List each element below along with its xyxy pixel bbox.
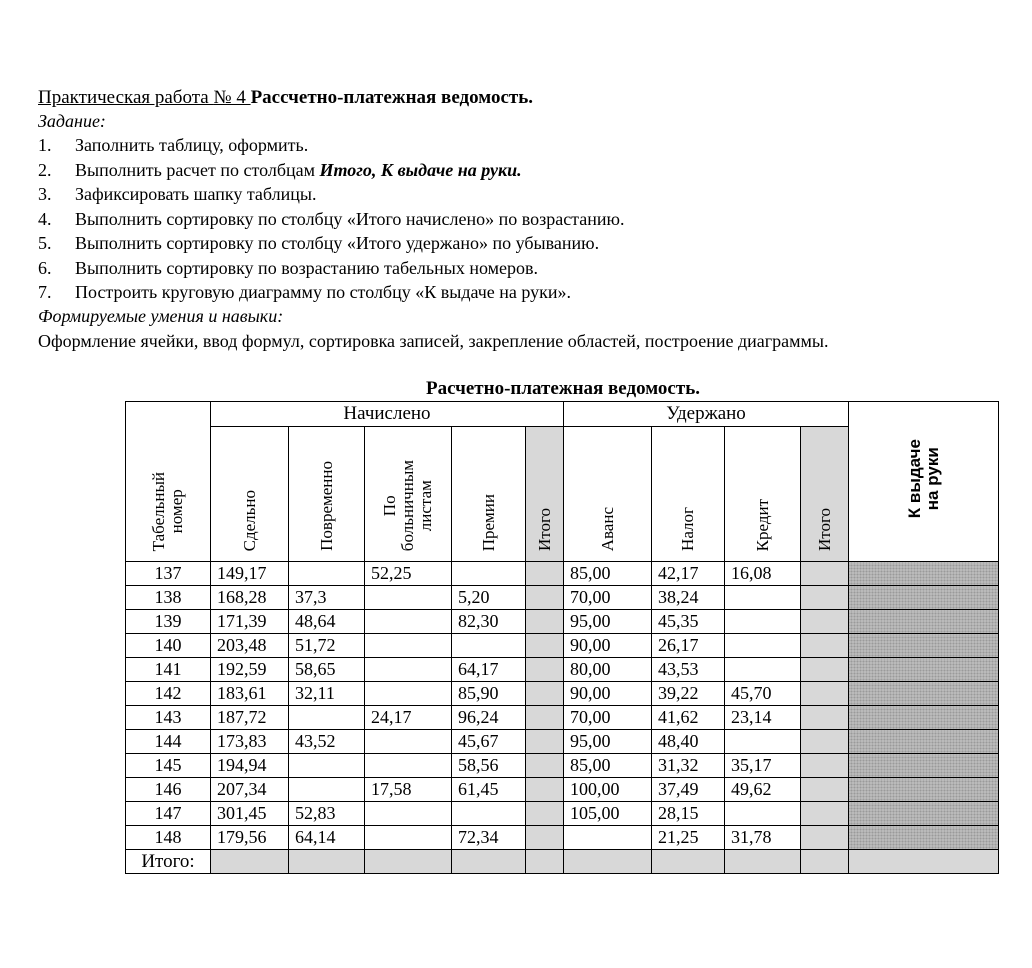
cell-time: 37,3 bbox=[289, 586, 365, 610]
task-text bbox=[75, 182, 316, 207]
cell-bonus: 61,45 bbox=[452, 778, 526, 802]
header-sick-label: По больничным листам bbox=[380, 459, 435, 551]
cell-sick bbox=[365, 634, 452, 658]
totals-label: Итого: bbox=[126, 850, 211, 874]
task-item bbox=[38, 182, 998, 207]
cell-credit bbox=[725, 730, 801, 754]
header-withheld-group: Удержано bbox=[564, 402, 849, 427]
payroll-table bbox=[125, 401, 999, 874]
cell-advance: 90,00 bbox=[564, 682, 652, 706]
task-number: 6. bbox=[38, 257, 52, 278]
cell-advance: 70,00 bbox=[564, 706, 652, 730]
cell-sick bbox=[365, 826, 452, 850]
cell-time bbox=[289, 706, 365, 730]
document-body bbox=[38, 86, 998, 354]
header-time bbox=[289, 427, 365, 562]
cell-payout bbox=[849, 706, 999, 730]
header-advance bbox=[564, 427, 652, 562]
totals-cell bbox=[211, 850, 289, 874]
task-number: 3. bbox=[38, 184, 52, 204]
cell-piece: 187,72 bbox=[211, 706, 289, 730]
task-text-main: Выполнить сортировку по возрастанию табельных номеров. bbox=[75, 257, 539, 278]
cell-credit bbox=[725, 586, 801, 610]
cell-credit bbox=[725, 610, 801, 634]
cell-tax: 26,17 bbox=[652, 634, 725, 658]
cell-piece: 194,94 bbox=[211, 754, 289, 778]
cell-tax: 48,40 bbox=[652, 730, 725, 754]
task-item bbox=[38, 133, 998, 158]
totals-cell bbox=[801, 850, 849, 874]
title-prefix: Практическая работа bbox=[38, 87, 214, 108]
cell-payout bbox=[849, 562, 999, 586]
page-title bbox=[38, 86, 998, 110]
cell-time: 48,64 bbox=[289, 610, 365, 634]
header-withheld-total-label: Итого bbox=[814, 507, 834, 551]
cell-piece: 179,56 bbox=[211, 826, 289, 850]
cell-payout bbox=[849, 658, 999, 682]
totals-cell bbox=[526, 850, 564, 874]
cell-accrued-total bbox=[526, 586, 564, 610]
header-bonus bbox=[452, 427, 526, 562]
task-text bbox=[75, 256, 538, 281]
cell-bonus: 96,24 bbox=[452, 706, 526, 730]
table-row bbox=[126, 562, 999, 586]
totals-cell bbox=[849, 850, 999, 874]
cell-accrued-total bbox=[526, 754, 564, 778]
cell-tab-number: 142 bbox=[126, 682, 211, 706]
cell-payout bbox=[849, 826, 999, 850]
cell-sick: 24,17 bbox=[365, 706, 452, 730]
table-row bbox=[126, 634, 999, 658]
title-number: № 4 bbox=[213, 87, 251, 108]
cell-tab-number: 148 bbox=[126, 826, 211, 850]
table-body bbox=[126, 562, 999, 850]
header-accrued-total-label: Итого bbox=[534, 507, 554, 551]
cell-piece: 149,17 bbox=[211, 562, 289, 586]
cell-withheld-total bbox=[801, 610, 849, 634]
header-tab-number bbox=[126, 402, 211, 562]
totals-row bbox=[126, 850, 999, 874]
task-number: 1. bbox=[38, 135, 52, 155]
cell-tax: 28,15 bbox=[652, 802, 725, 826]
cell-withheld-total bbox=[801, 682, 849, 706]
cell-time: 32,11 bbox=[289, 682, 365, 706]
task-item bbox=[38, 231, 998, 256]
header-bonus-label: Премии bbox=[478, 493, 498, 551]
header-payout-label: К выдаче на руки bbox=[904, 438, 942, 519]
task-text bbox=[75, 207, 624, 232]
cell-sick bbox=[365, 658, 452, 682]
cell-tax: 38,24 bbox=[652, 586, 725, 610]
header-advance-label: Аванс bbox=[597, 506, 617, 551]
cell-payout bbox=[849, 754, 999, 778]
header-accrued-group: Начислено bbox=[211, 402, 564, 427]
cell-withheld-total bbox=[801, 778, 849, 802]
cell-piece: 301,45 bbox=[211, 802, 289, 826]
table-row bbox=[126, 586, 999, 610]
cell-tab-number: 137 bbox=[126, 562, 211, 586]
cell-payout bbox=[849, 778, 999, 802]
cell-withheld-total bbox=[801, 706, 849, 730]
cell-sick: 17,58 bbox=[365, 778, 452, 802]
cell-accrued-total bbox=[526, 562, 564, 586]
cell-piece: 173,83 bbox=[211, 730, 289, 754]
cell-credit: 16,08 bbox=[725, 562, 801, 586]
cell-bonus: 58,56 bbox=[452, 754, 526, 778]
cell-bonus: 45,67 bbox=[452, 730, 526, 754]
cell-advance: 100,00 bbox=[564, 778, 652, 802]
header-accrued-total bbox=[526, 427, 564, 562]
cell-tab-number: 138 bbox=[126, 586, 211, 610]
cell-payout bbox=[849, 730, 999, 754]
cell-payout bbox=[849, 610, 999, 634]
cell-withheld-total bbox=[801, 826, 849, 850]
task-text-emphasis: Итого, К выдаче на руки. bbox=[319, 159, 522, 180]
task-item bbox=[38, 256, 998, 281]
cell-bonus: 85,90 bbox=[452, 682, 526, 706]
table-row bbox=[126, 826, 999, 850]
task-list bbox=[38, 133, 998, 305]
table-row bbox=[126, 706, 999, 730]
cell-tax: 45,35 bbox=[652, 610, 725, 634]
cell-withheld-total bbox=[801, 802, 849, 826]
cell-sick bbox=[365, 610, 452, 634]
task-text bbox=[75, 280, 571, 305]
cell-time bbox=[289, 754, 365, 778]
cell-accrued-total bbox=[526, 658, 564, 682]
cell-time: 51,72 bbox=[289, 634, 365, 658]
cell-payout bbox=[849, 586, 999, 610]
cell-piece: 207,34 bbox=[211, 778, 289, 802]
cell-tax: 39,22 bbox=[652, 682, 725, 706]
cell-piece: 203,48 bbox=[211, 634, 289, 658]
cell-time bbox=[289, 778, 365, 802]
cell-payout bbox=[849, 634, 999, 658]
cell-sick bbox=[365, 802, 452, 826]
totals-cell bbox=[289, 850, 365, 874]
cell-withheld-total bbox=[801, 562, 849, 586]
cell-tab-number: 146 bbox=[126, 778, 211, 802]
cell-tax: 42,17 bbox=[652, 562, 725, 586]
cell-piece: 168,28 bbox=[211, 586, 289, 610]
header-tax bbox=[652, 427, 725, 562]
cell-advance bbox=[564, 826, 652, 850]
task-text bbox=[75, 231, 599, 256]
cell-credit: 45,70 bbox=[725, 682, 801, 706]
cell-sick: 52,25 bbox=[365, 562, 452, 586]
cell-advance: 80,00 bbox=[564, 658, 652, 682]
cell-advance: 85,00 bbox=[564, 562, 652, 586]
cell-credit: 31,78 bbox=[725, 826, 801, 850]
cell-accrued-total bbox=[526, 634, 564, 658]
cell-tab-number: 139 bbox=[126, 610, 211, 634]
totals-cell bbox=[365, 850, 452, 874]
header-withheld-total bbox=[801, 427, 849, 562]
table-row bbox=[126, 658, 999, 682]
cell-bonus: 5,20 bbox=[452, 586, 526, 610]
cell-advance: 95,00 bbox=[564, 610, 652, 634]
cell-withheld-total bbox=[801, 634, 849, 658]
skills-text: Оформление ячейки, ввод формул, сортировка записей, закрепление областей, построение диаграммы. bbox=[38, 330, 829, 351]
cell-accrued-total bbox=[526, 682, 564, 706]
cell-credit: 23,14 bbox=[725, 706, 801, 730]
task-item bbox=[38, 207, 998, 232]
cell-tax: 31,32 bbox=[652, 754, 725, 778]
cell-credit bbox=[725, 634, 801, 658]
task-item bbox=[38, 158, 998, 183]
header-tax-label: Налог bbox=[678, 507, 697, 551]
cell-piece: 171,39 bbox=[211, 610, 289, 634]
table-row bbox=[126, 802, 999, 826]
cell-time: 58,65 bbox=[289, 658, 365, 682]
totals-cell bbox=[452, 850, 526, 874]
task-label: Задание: bbox=[38, 111, 106, 131]
cell-withheld-total bbox=[801, 730, 849, 754]
table-row bbox=[126, 754, 999, 778]
cell-time: 52,83 bbox=[289, 802, 365, 826]
table-row bbox=[126, 610, 999, 634]
totals-cell bbox=[652, 850, 725, 874]
header-tab-number-label: Табельный номер bbox=[149, 471, 186, 551]
cell-time: 64,14 bbox=[289, 826, 365, 850]
cell-credit: 35,17 bbox=[725, 754, 801, 778]
task-text bbox=[75, 158, 522, 183]
cell-accrued-total bbox=[526, 802, 564, 826]
task-text-main: Построить круговую диаграмму по столбцу «К выдаче на руки». bbox=[75, 282, 572, 302]
task-text-main: Зафиксировать шапку таблицы. bbox=[75, 184, 317, 204]
task-item bbox=[38, 280, 998, 305]
task-number: 2. bbox=[38, 159, 52, 180]
cell-bonus bbox=[452, 634, 526, 658]
cell-accrued-total bbox=[526, 826, 564, 850]
task-text bbox=[75, 133, 308, 158]
table-row bbox=[126, 778, 999, 802]
cell-withheld-total bbox=[801, 754, 849, 778]
table-row bbox=[126, 730, 999, 754]
task-number: 5. bbox=[38, 233, 52, 253]
task-number: 7. bbox=[38, 282, 52, 302]
cell-tab-number: 147 bbox=[126, 802, 211, 826]
cell-advance: 105,00 bbox=[564, 802, 652, 826]
cell-accrued-total bbox=[526, 706, 564, 730]
cell-advance: 90,00 bbox=[564, 634, 652, 658]
cell-tax: 37,49 bbox=[652, 778, 725, 802]
cell-bonus: 72,34 bbox=[452, 826, 526, 850]
cell-bonus: 64,17 bbox=[452, 658, 526, 682]
cell-sick bbox=[365, 586, 452, 610]
table-title: Расчетно-платежная ведомость. bbox=[426, 378, 700, 399]
cell-sick bbox=[365, 730, 452, 754]
task-text-main: Выполнить расчет по столбцам bbox=[75, 159, 320, 180]
cell-advance: 70,00 bbox=[564, 586, 652, 610]
cell-tax: 43,53 bbox=[652, 658, 725, 682]
task-number: 4. bbox=[38, 208, 52, 229]
cell-withheld-total bbox=[801, 586, 849, 610]
header-payout bbox=[849, 402, 999, 562]
cell-tab-number: 145 bbox=[126, 754, 211, 778]
cell-piece: 192,59 bbox=[211, 658, 289, 682]
cell-payout bbox=[849, 682, 999, 706]
cell-tab-number: 140 bbox=[126, 634, 211, 658]
header-credit-label: Кредит bbox=[752, 498, 772, 551]
header-sick bbox=[365, 427, 452, 562]
header-piece bbox=[211, 427, 289, 562]
cell-tax: 41,62 bbox=[652, 706, 725, 730]
cell-advance: 95,00 bbox=[564, 730, 652, 754]
table-row bbox=[126, 682, 999, 706]
header-time-label: Повременно bbox=[316, 461, 336, 551]
cell-accrued-total bbox=[526, 730, 564, 754]
cell-credit: 49,62 bbox=[725, 778, 801, 802]
cell-bonus bbox=[452, 802, 526, 826]
cell-withheld-total bbox=[801, 658, 849, 682]
cell-tab-number: 144 bbox=[126, 730, 211, 754]
task-text-main: Выполнить сортировку по столбцу «Итого удержано» по убыванию. bbox=[75, 233, 600, 253]
header-credit bbox=[725, 427, 801, 562]
cell-tab-number: 143 bbox=[126, 706, 211, 730]
header-piece-label: Сдельно bbox=[239, 489, 259, 551]
cell-bonus bbox=[452, 562, 526, 586]
cell-payout bbox=[849, 802, 999, 826]
cell-tax: 21,25 bbox=[652, 826, 725, 850]
task-text-main: Заполнить таблицу, оформить. bbox=[75, 135, 309, 155]
cell-credit bbox=[725, 658, 801, 682]
totals-cell bbox=[564, 850, 652, 874]
cell-tab-number: 141 bbox=[126, 658, 211, 682]
cell-accrued-total bbox=[526, 778, 564, 802]
cell-time: 43,52 bbox=[289, 730, 365, 754]
cell-bonus: 82,30 bbox=[452, 610, 526, 634]
skills-label: Формируемые умения и навыки: bbox=[38, 305, 284, 326]
cell-sick bbox=[365, 682, 452, 706]
title-text: Рассчетно-платежная ведомость. bbox=[250, 87, 534, 108]
cell-credit bbox=[725, 802, 801, 826]
task-text-main: Выполнить сортировку по столбцу «Итого начислено» по возрастанию. bbox=[75, 208, 625, 229]
cell-time bbox=[289, 562, 365, 586]
cell-sick bbox=[365, 754, 452, 778]
totals-cell bbox=[725, 850, 801, 874]
cell-piece: 183,61 bbox=[211, 682, 289, 706]
cell-accrued-total bbox=[526, 610, 564, 634]
cell-advance: 85,00 bbox=[564, 754, 652, 778]
